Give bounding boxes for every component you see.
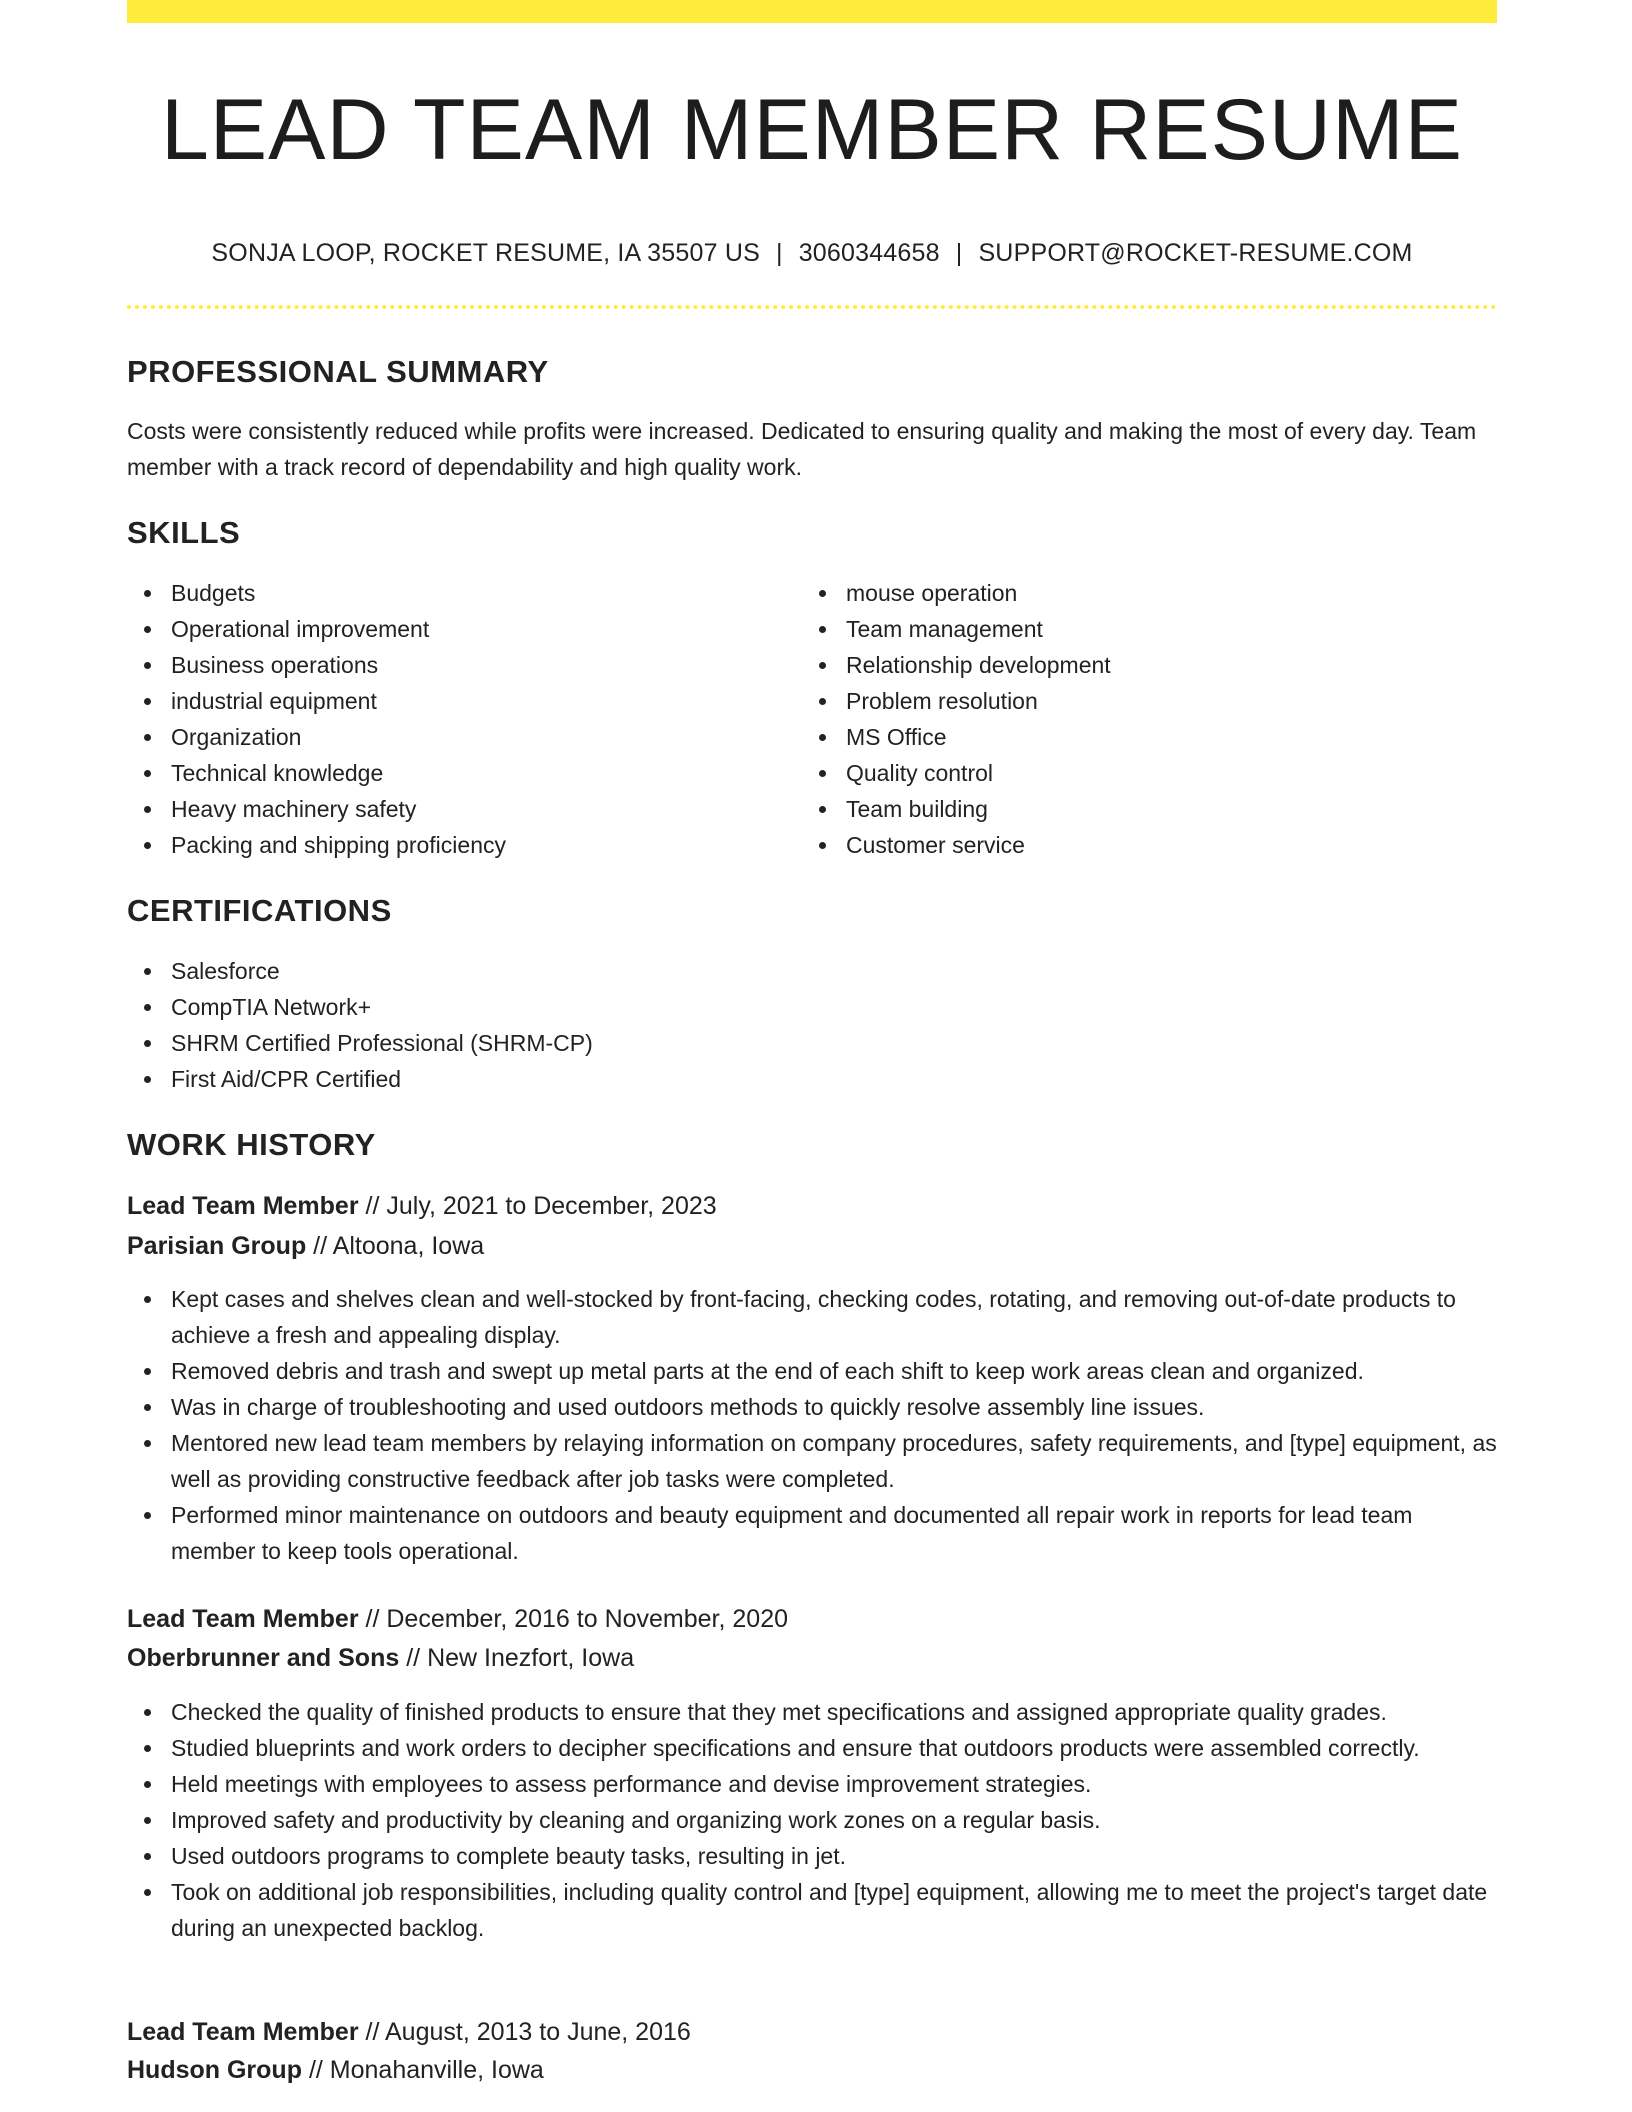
dotted-divider — [127, 305, 1497, 309]
skill-item: MS Office — [802, 719, 1442, 755]
skills-heading: SKILLS — [127, 515, 241, 550]
certification-item: SHRM Certified Professional (SHRM-CP) — [127, 1025, 767, 1061]
job-company: Parisian Group — [127, 1232, 307, 1260]
summary-heading: PROFESSIONAL SUMMARY — [127, 354, 549, 389]
job-title-line — [127, 1188, 717, 1224]
job-dates: December, 2016 to November, 2020 — [386, 1605, 789, 1633]
divider: // — [406, 1644, 421, 1672]
certification-item: CompTIA Network+ — [127, 989, 767, 1025]
work-history-heading: WORK HISTORY — [127, 1127, 376, 1162]
skill-item: Technical knowledge — [127, 755, 767, 791]
skill-item: Business operations — [127, 647, 767, 683]
job-duties-list — [127, 1694, 1497, 1946]
skills-list-left — [127, 575, 767, 863]
divider: // — [365, 2018, 380, 2046]
job-duty: Improved safety and productivity by cleaning and organizing work zones on a regular basis. — [127, 1802, 1497, 1838]
job-title-line — [127, 2014, 691, 2050]
skill-item: Problem resolution — [802, 683, 1442, 719]
divider: // — [313, 1232, 328, 1260]
contact-address: SONJA LOOP, ROCKET RESUME, IA 35507 US — [211, 239, 760, 267]
skill-item: Team building — [802, 791, 1442, 827]
contact-line — [127, 236, 1497, 270]
job-location: Monahanville, Iowa — [329, 2056, 544, 2084]
job-duties-list — [127, 1281, 1497, 1569]
contact-separator: | — [955, 239, 963, 267]
job-dates: August, 2013 to June, 2016 — [385, 2018, 691, 2046]
divider: // — [365, 1605, 380, 1633]
job-duty: Was in charge of troubleshooting and used outdoors methods to quickly resolve assembly line issues. — [127, 1389, 1497, 1425]
divider: // — [365, 1192, 380, 1220]
divider: // — [308, 2056, 323, 2084]
job-duty: Removed debris and trash and swept up metal parts at the end of each shift to keep work areas clean and organized. — [127, 1353, 1497, 1389]
contact-phone[interactable]: 3060344658 — [798, 239, 940, 267]
skill-item: Heavy machinery safety — [127, 791, 767, 827]
contact-email[interactable]: SUPPORT@ROCKET-RESUME.COM — [978, 239, 1413, 267]
job-company-line — [127, 1640, 634, 1676]
accent-top-bar — [127, 0, 1497, 23]
job-location: Altoona, Iowa — [332, 1232, 485, 1260]
certifications-list — [127, 953, 767, 1097]
skill-item: Team management — [802, 611, 1442, 647]
job-duty: Took on additional job responsibilities, including quality control and [type] equipment, allowing me to meet the project's target date during an unexpected backlog. — [127, 1874, 1497, 1946]
job-location: New Inezfort, Iowa — [427, 1644, 635, 1672]
skill-item: Packing and shipping proficiency — [127, 827, 767, 863]
contact-separator: | — [775, 239, 783, 267]
skill-item: Relationship development — [802, 647, 1442, 683]
job-duty: Studied blueprints and work orders to decipher specifications and ensure that outdoors products were assembled correctly. — [127, 1730, 1497, 1766]
job-duty: Used outdoors programs to complete beauty tasks, resulting in jet. — [127, 1838, 1497, 1874]
job-role: Lead Team Member — [127, 1605, 359, 1633]
skill-item: Budgets — [127, 575, 767, 611]
job-duty: Checked the quality of finished products to ensure that they met specifications and assigned appropriate quality grades. — [127, 1694, 1497, 1730]
skill-item: industrial equipment — [127, 683, 767, 719]
skill-item: mouse operation — [802, 575, 1442, 611]
job-duty: Performed minor maintenance on outdoors and beauty equipment and documented all repair work in reports for lead team member to keep tools operational. — [127, 1497, 1497, 1569]
skills-list-right — [802, 575, 1442, 863]
job-company: Oberbrunner and Sons — [127, 1644, 400, 1672]
job-role: Lead Team Member — [127, 2018, 359, 2046]
resume-page — [127, 0, 1497, 2112]
job-duty: Held meetings with employees to assess performance and devise improvement strategies. — [127, 1766, 1497, 1802]
certification-item: Salesforce — [127, 953, 767, 989]
job-company-line — [127, 2052, 544, 2088]
skill-item: Operational improvement — [127, 611, 767, 647]
job-duty: Kept cases and shelves clean and well-stocked by front-facing, checking codes, rotating, and removing out-of-date products to achieve a fresh and appealing display. — [127, 1281, 1497, 1353]
job-company: Hudson Group — [127, 2056, 302, 2084]
summary-text: Costs were consistently reduced while profits were increased. Dedicated to ensuring quality and making the most of every day. Team member with a track record of dependability and high quality work. — [127, 418, 1477, 480]
resume-title: LEAD TEAM MEMBER RESUME — [160, 82, 1464, 178]
skill-item: Organization — [127, 719, 767, 755]
job-title-line — [127, 1601, 788, 1637]
job-role: Lead Team Member — [127, 1192, 359, 1220]
skill-item: Customer service — [802, 827, 1442, 863]
certifications-heading: CERTIFICATIONS — [127, 893, 392, 928]
skill-item: Quality control — [802, 755, 1442, 791]
job-duty: Mentored new lead team members by relaying information on company procedures, safety requirements, and [type] equipment, as well as providing constructive feedback after job tasks were completed. — [127, 1425, 1497, 1497]
job-dates: July, 2021 to December, 2023 — [386, 1192, 717, 1220]
job-company-line — [127, 1228, 484, 1264]
certification-item: First Aid/CPR Certified — [127, 1061, 767, 1097]
